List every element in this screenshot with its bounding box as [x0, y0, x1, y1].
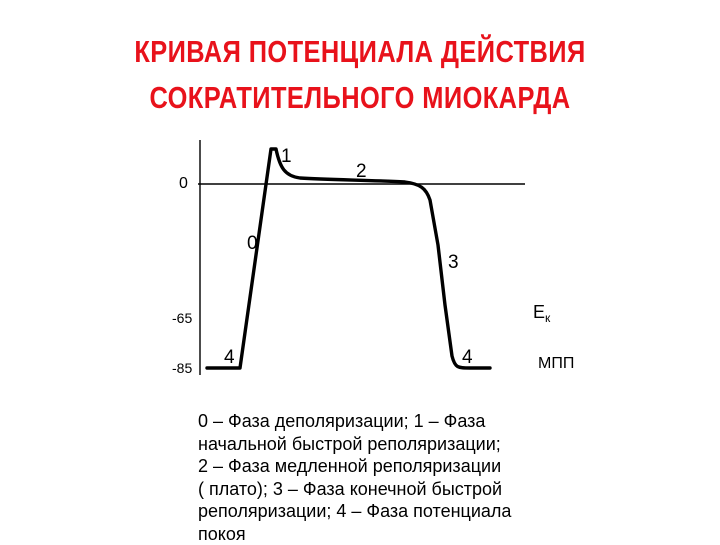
ek-subscript: к — [545, 311, 551, 325]
phase-1-label: 1 — [281, 146, 292, 167]
phase-legend — [198, 410, 568, 545]
minus-65-label: -65 — [172, 310, 192, 326]
ek-label — [533, 302, 551, 325]
minus-85-label: -85 — [172, 360, 192, 376]
legend-line-5: реполяризации; 4 – Фаза потенциала — [198, 500, 568, 523]
mpp-label: МПП — [538, 355, 574, 372]
ek-main: E — [533, 302, 545, 322]
phase-0-label: 0 — [247, 233, 258, 254]
legend-line-2: начальной быстрой реполяризации; — [198, 433, 568, 456]
phase-3-label: 3 — [448, 252, 459, 273]
zero-mv-label: 0 — [179, 175, 188, 192]
legend-line-4: ( плато); 3 – Фаза конечной быстрой — [198, 478, 568, 501]
diagram-title-line-2: СОКРАТИТЕЛЬНОГО МИОКАРДА — [65, 80, 655, 116]
legend-line-3: 2 – Фаза медленной реполяризации — [198, 455, 568, 478]
diagram-title-line-1: КРИВАЯ ПОТЕНЦИАЛА ДЕЙСТВИЯ — [65, 34, 655, 70]
legend-line-1: 0 – Фаза деполяризации; 1 – Фаза — [198, 410, 568, 433]
phase-2-label: 2 — [356, 161, 367, 182]
phase-4-right-label: 4 — [462, 347, 473, 368]
legend-line-6: покоя — [198, 523, 568, 545]
phase-4-left-label: 4 — [224, 347, 235, 368]
